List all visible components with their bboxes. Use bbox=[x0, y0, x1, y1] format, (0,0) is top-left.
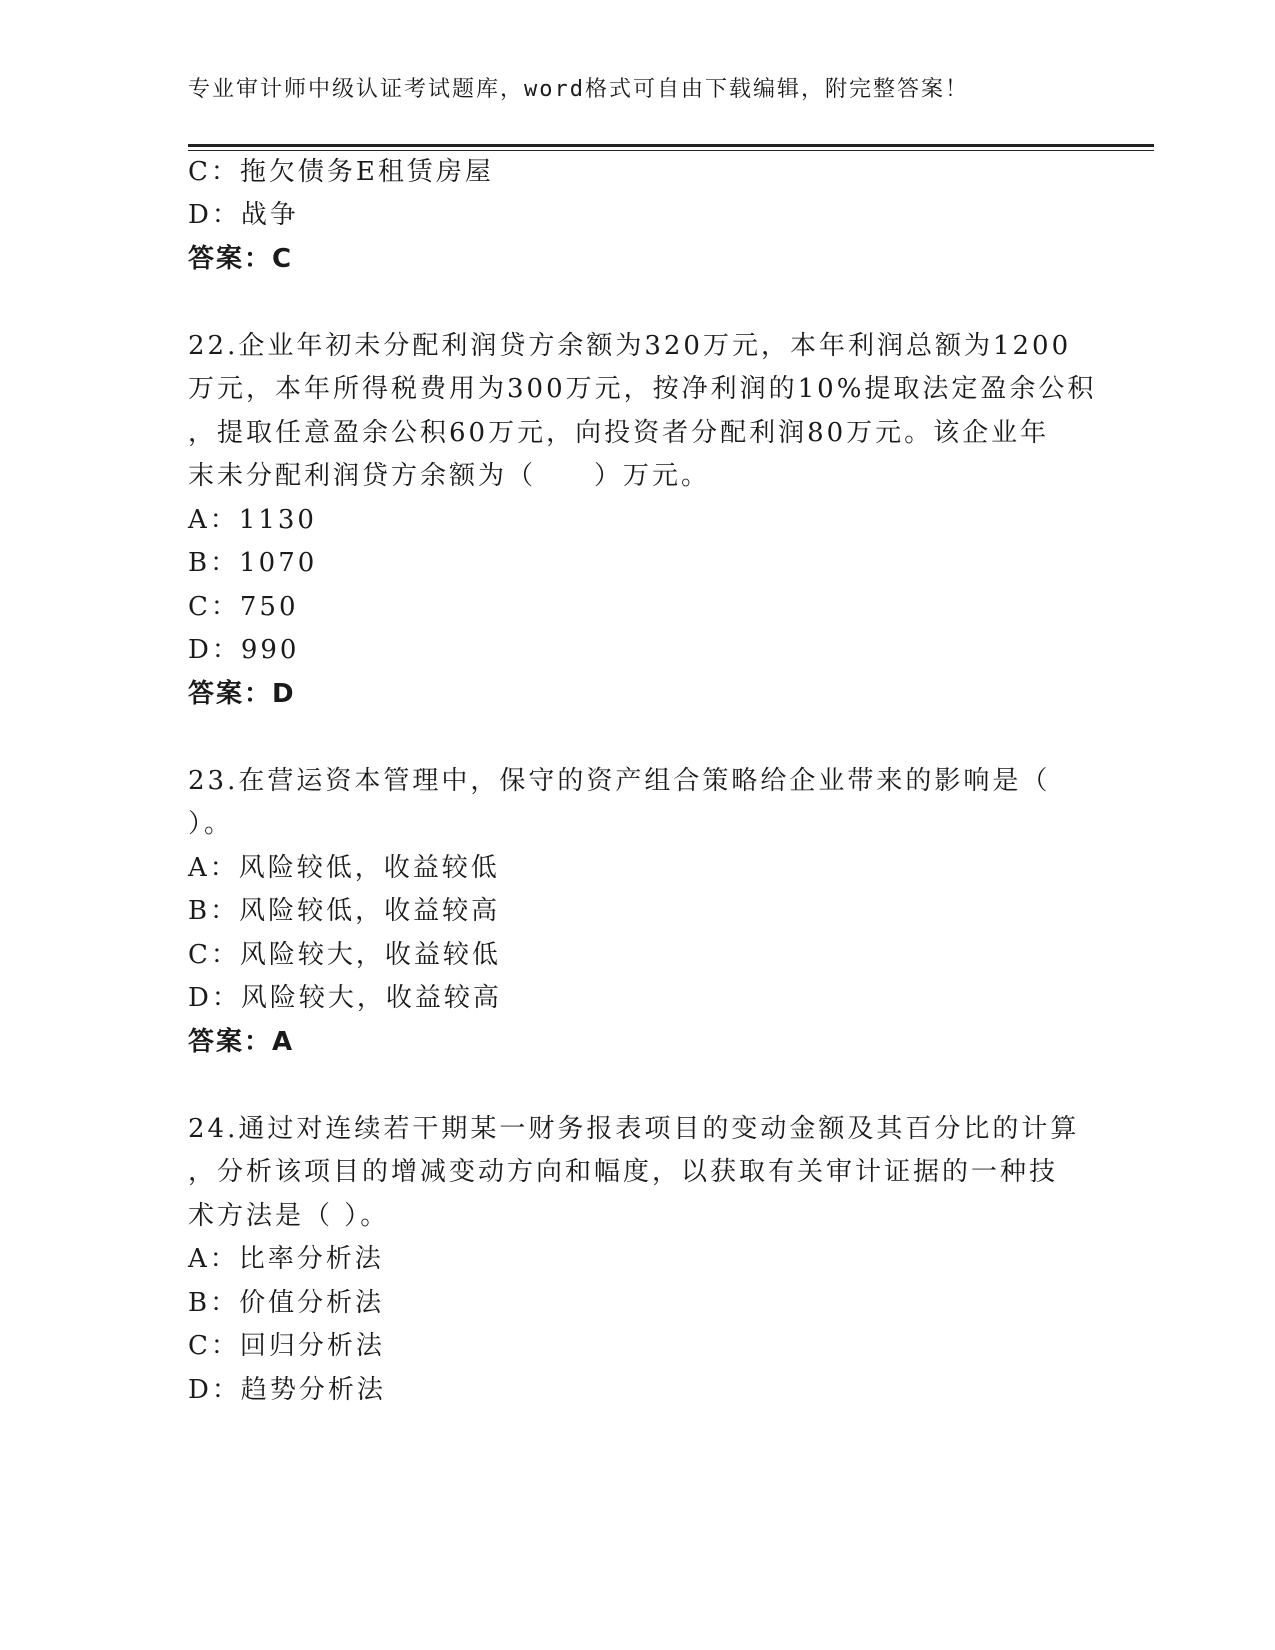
q22-stem-line: 22.企业年初未分配利润贷方余额为320万元，本年利润总额为1200 bbox=[188, 331, 1072, 361]
q24-option-a: A：比率分析法 bbox=[188, 1244, 384, 1274]
q24-option-c: C：回归分析法 bbox=[188, 1331, 385, 1361]
q22-option-b: B：1070 bbox=[188, 548, 318, 578]
q22-stem-line: ，提取任意盈余公积60万元，向投资者分配利润80万元。该企业年 bbox=[188, 418, 1050, 448]
q24-stem-line: 术方法是（ ）。 bbox=[188, 1201, 390, 1231]
q22-stem-line: 末未分配利润贷方余额为（ ）万元。 bbox=[188, 461, 711, 491]
q23-stem-line: ）。 bbox=[188, 809, 234, 839]
q21-answer: 答案：C bbox=[188, 244, 294, 274]
header-divider-thin bbox=[188, 150, 1154, 151]
q22-option-d: D：990 bbox=[188, 635, 300, 665]
q23-answer: 答案：A bbox=[188, 1027, 295, 1057]
q22-answer: 答案：D bbox=[188, 679, 296, 709]
q22-option-c: C：750 bbox=[188, 592, 299, 622]
q23-option-d: D：风险较大，收益较高 bbox=[188, 983, 502, 1013]
header-divider-thick bbox=[188, 144, 1154, 147]
q23-option-a: A：风险较低，收益较低 bbox=[188, 853, 500, 883]
q23-stem-line: 23.在营运资本管理中，保守的资产组合策略给企业带来的影响是（ bbox=[188, 766, 1051, 796]
q24-stem-line: 24.通过对连续若干期某一财务报表项目的变动金额及其百分比的计算 bbox=[188, 1114, 1080, 1144]
q21-option-c: C：拖欠债务E租赁房屋 bbox=[188, 157, 494, 187]
q24-option-d: D：趋势分析法 bbox=[188, 1375, 386, 1405]
q24-option-b: B：价值分析法 bbox=[188, 1288, 385, 1318]
q21-option-d: D：战争 bbox=[188, 200, 299, 230]
q24-stem-line: ，分析该项目的增减变动方向和幅度，以获取有关审计证据的一种技 bbox=[188, 1157, 1059, 1187]
q23-option-b: B：风险较低，收益较高 bbox=[188, 896, 501, 926]
q22-stem-line: 万元，本年所得税费用为300万元，按净利润的10%提取法定盈余公积 bbox=[188, 374, 1097, 404]
q22-option-a: A：1130 bbox=[188, 505, 317, 535]
q23-option-c: C：风险较大，收益较低 bbox=[188, 940, 501, 970]
page-header: 专业审计师中级认证考试题库，word格式可自由下载编辑，附完整答案！ bbox=[188, 77, 969, 102]
